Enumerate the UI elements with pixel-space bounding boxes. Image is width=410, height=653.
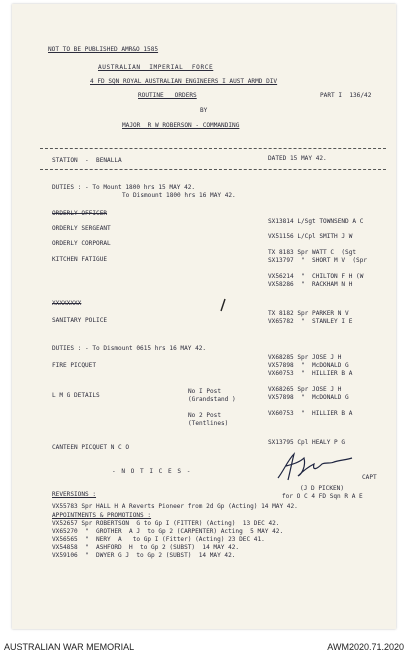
roster-role-orderly-sergeant: ORDERLY SERGEANT xyxy=(52,225,111,232)
roster-name-kitchen-1: TX 8183 Spr WATT C (Sgt xyxy=(268,249,357,256)
roster-role-sanitary-police: SANITARY POLICE xyxy=(52,317,108,324)
fire-picquet-name-2: VX57898 " McDONALD G xyxy=(268,362,349,369)
divider-top xyxy=(40,148,386,149)
unit-heading: 4 FD SQN ROYAL AUSTRALIAN ENGINEERS I AUST ARMD DIV xyxy=(90,78,278,85)
canteen-picquet-name: SX13795 Cpl HEALY P G xyxy=(268,439,346,446)
canteen-picquet-label: CANTEEN PICQUET N C O xyxy=(52,444,130,451)
lmg-label: L M G DETAILS xyxy=(52,392,100,399)
duties-dismount-2: DUTIES : - To Dismount 0615 hrs 16 MAY 42. xyxy=(52,345,207,352)
fire-picquet-label: FIRE PICQUET xyxy=(52,362,97,369)
footer-credit: AUSTRALIAN WAR MEMORIAL xyxy=(4,642,135,652)
roster-role-struck: XXXXXXXX xyxy=(52,300,82,307)
part-number: PART I 136/42 xyxy=(320,92,372,99)
force-heading: AUSTRALIAN IMPERIAL FORCE xyxy=(98,64,214,71)
restriction-note: NOT TO BE PUBLISHED AMR&O 1585 xyxy=(48,46,159,53)
signatory-rank: CAPT xyxy=(362,474,377,481)
footer-accession-number: AWM2020.71.2020 xyxy=(327,642,404,652)
signatory-name: (J D PICKEN) xyxy=(300,485,345,492)
duties-mount: DUTIES : - To Mount 1800 hrs 15 MAY 42. xyxy=(52,184,196,191)
reversions-heading: REVERSIONS : xyxy=(52,491,97,498)
notices-heading: - N O T I C E S - xyxy=(112,468,192,475)
document-page xyxy=(12,4,396,629)
lmg-post-2: No 2 Post xyxy=(188,412,222,419)
fire-picquet-name-3: VX60753 " HILLIER B A xyxy=(268,370,353,377)
lmg-post-1: No I Post xyxy=(188,388,222,395)
signatory-role: for O C 4 FD Sqn R A E xyxy=(282,493,363,500)
signature xyxy=(274,452,354,482)
roster-role-orderly-officer: ORDERLY OFFICER xyxy=(52,210,108,217)
appointment-line: VX54858 " ASHFORD H to Gp 2 (SUBST) 14 MAY 42. xyxy=(52,544,240,551)
reversion-line: VX55783 Spr HALL H A Reverts Pioneer from 2d Gp (Acting) 14 MAY 42. xyxy=(52,503,298,510)
appointment-line: VX65270 " GROTHER A J to Gp 2 (CARPENTER) Acting 5 MAY 42. xyxy=(52,528,284,535)
roster-name-orderly-sergeant: SX13814 L/Sgt TOWNSEND A C xyxy=(268,218,364,225)
lmg-post-1-name-2: VX57898 " McDONALD G xyxy=(268,394,349,401)
roster-name-kitchen-3: VX56214 " CHILTON F H (W xyxy=(268,273,364,280)
roster-role-orderly-corporal: ORDERLY CORPORAL xyxy=(52,240,111,247)
roster-name-sanitary-2: VX65782 " STANLEY I E xyxy=(268,318,353,325)
roster-name-kitchen-2: SX13797 " SHORT M V (Spr xyxy=(268,257,368,264)
roster-name-kitchen-4: VX58286 " RACKHAM N H xyxy=(268,281,353,288)
roster-role-kitchen-fatigue: KITCHEN FATIGUE xyxy=(52,256,108,263)
roster-name-orderly-corporal: VX51156 L/Cpl SMITH J W xyxy=(268,233,353,240)
appointment-line: VX52657 Spr ROBERTSON G to Gp I (FITTER) (Acting) 13 DEC 42. xyxy=(52,520,280,527)
lmg-post-2-location: (Tentlines) xyxy=(188,420,229,427)
pen-mark xyxy=(219,298,227,312)
lmg-post-2-name-1: VX60753 " HILLIER B A xyxy=(268,410,353,417)
appointment-line: VX59106 " DWYER G J to Gp 2 (SUBST) 14 MAY 42. xyxy=(52,552,236,559)
dated-label: DATED 15 MAY 42. xyxy=(268,155,327,162)
appointment-line: VX56565 " NERY A to Gp I (Fitter) (Acting) 23 DEC 41. xyxy=(52,536,265,543)
lmg-post-1-name-1: VX68265 Spr JOSE J H xyxy=(268,386,342,393)
roster-name-sanitary-1: TX 8182 Spr PARKER N V xyxy=(268,310,349,317)
by-line: BY xyxy=(200,107,208,114)
appointments-heading: APPOINTMENTS & PROMOTIONS : xyxy=(52,512,152,519)
station-label: STATION - BENALLA xyxy=(52,157,122,164)
lmg-post-1-location: (Grandstand ) xyxy=(188,396,236,403)
duties-dismount: To Dismount 1800 hrs 16 MAY 42. xyxy=(122,192,236,199)
divider-station xyxy=(40,169,386,170)
fire-picquet-name-1: VX68285 Spr JOSE J H xyxy=(268,354,342,361)
commander-line: MAJOR R W ROBERSON - COMMANDING xyxy=(122,122,240,129)
orders-title: ROUTINE ORDERS xyxy=(138,92,197,99)
